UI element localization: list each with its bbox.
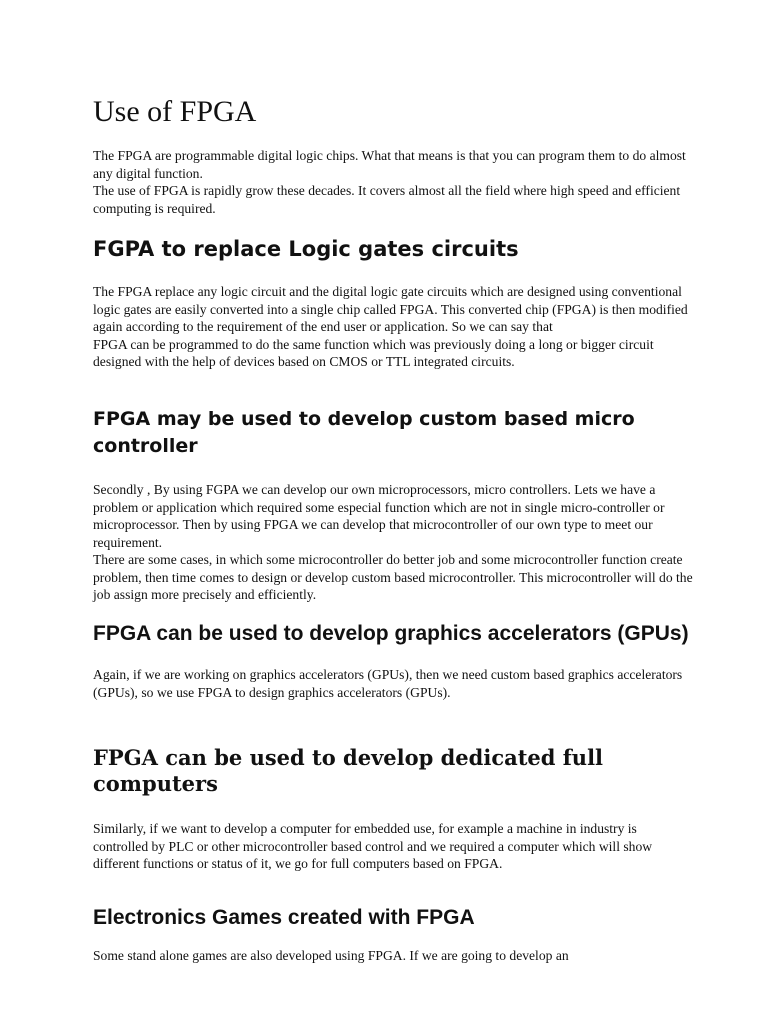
section-heading-gpus: FPGA can be used to develop graphics accelerators (GPUs) bbox=[93, 622, 689, 645]
section-heading-micro-controller: FPGA may be used to develop custom based micro controller bbox=[93, 408, 635, 457]
section-paragraph: Similarly, if we want to develop a computer for embedded use, for example a machine in industry is controlled by PLC or other microcontroller based control and we required a computer which will show different functions or status of it, we go for full computers based on FPGA. bbox=[93, 821, 653, 871]
section-heading-logic-gates: FGPA to replace Logic gates circuits bbox=[93, 237, 519, 261]
intro-paragraph-1: The FPGA are programmable digital logic chips. What that means is that you can program them to do almost any digital function. bbox=[93, 148, 686, 181]
section-paragraph: Again, if we are working on graphics accelerators (GPUs), then we need custom based graphics accelerators (GPUs), so we use FPGA to design graphics accelerators (GPUs). bbox=[93, 667, 683, 700]
section-paragraph: Secondly , By using FGPA we can develop our own microprocessors, micro controllers. Lets we have a problem or application which required some especial function which are not in single micro-controller or microprocessor. Then by using FPGA we can develop that microcontroller of our own type to meet our requirement. bbox=[93, 482, 665, 550]
section-paragraph: FPGA can be programmed to do the same function which was previously doing a long or bigger circuit designed with the help of devices based on CMOS or TTL integrated circuits. bbox=[93, 336, 654, 369]
section-full-computers bbox=[93, 745, 693, 873]
intro-section bbox=[93, 147, 693, 217]
section-paragraph: The FPGA replace any logic circuit and the digital logic gate circuits which are designed using conventional logic gates are easily converted into a single chip called FPGA. This converted chip (FPGA) is then modified again according to the requirement of the end user or application. So we can say that bbox=[93, 284, 688, 334]
section-games bbox=[93, 904, 693, 965]
section-paragraph: There are some cases, in which some microcontroller do better job and some microcontroller function create problem, then time comes to design or develop custom based microcontroller. This microcontroller will do the job assign more precisely and efficiently. bbox=[93, 552, 693, 602]
section-micro-controller bbox=[93, 406, 693, 604]
page-title: Use of FPGA bbox=[93, 95, 257, 128]
section-heading-games: Electronics Games created with FPGA bbox=[93, 906, 475, 929]
section-paragraph: Some stand alone games are also developed using FPGA. If we are going to develop an bbox=[93, 948, 569, 963]
section-logic-gates bbox=[93, 236, 693, 371]
section-gpus bbox=[93, 620, 693, 701]
intro-paragraph-2: The use of FPGA is rapidly grow these decades. It covers almost all the field where high speed and efficient computing is required. bbox=[93, 183, 681, 216]
section-heading-full-computers: FPGA can be used to develop dedicated full computers bbox=[93, 745, 604, 796]
